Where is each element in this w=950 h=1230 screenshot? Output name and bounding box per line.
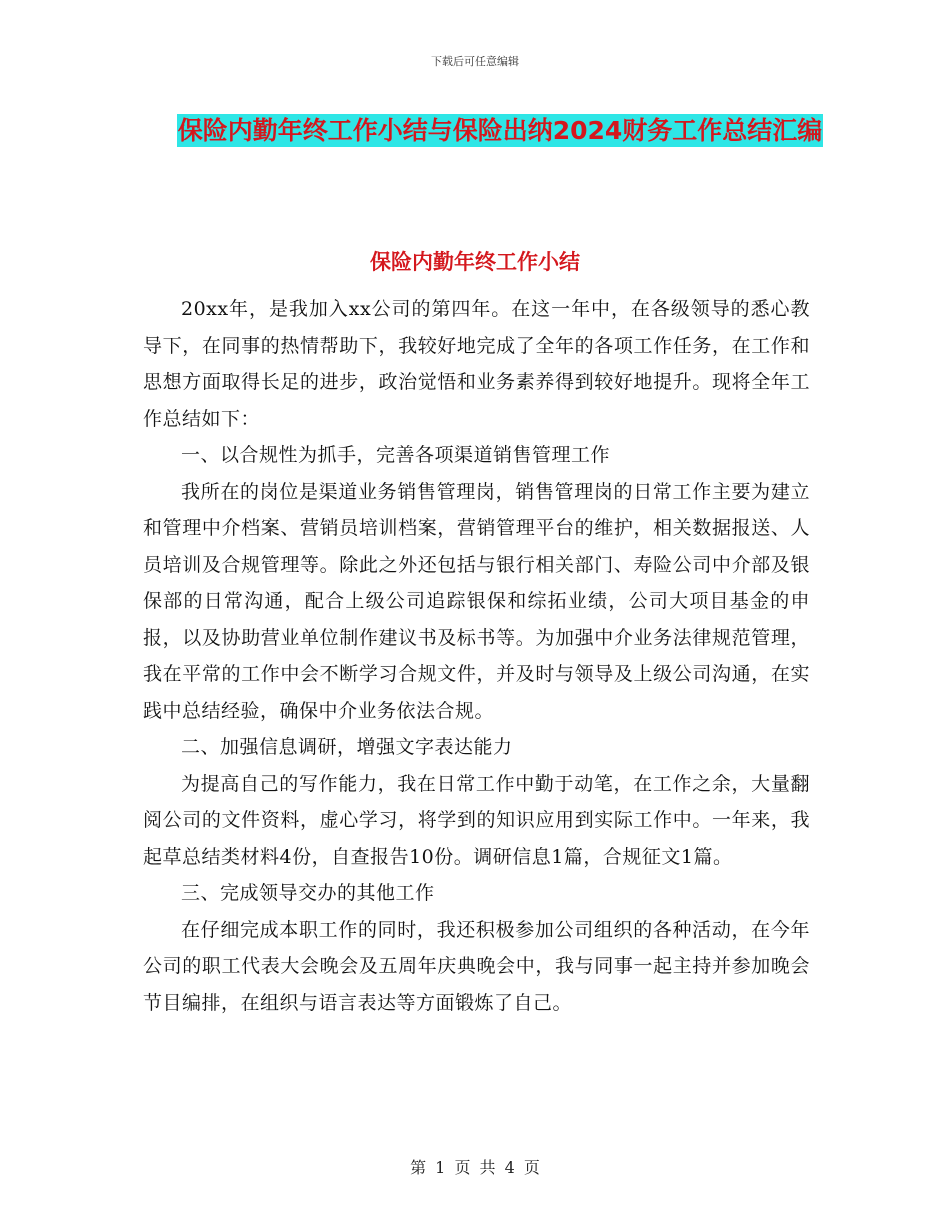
section-title: 保险内勤年终工作小结 [370,250,580,274]
body-paragraph: 我所在的岗位是渠道业务销售管理岗，销售管理岗的日常工作主要为建立和管理中介档案、营销员培训档案，营销管理平台的维护，相关数据报送、人员培训及合规管理等。除此之外还包括与银行相关部门、寿险公司中介部及银保部的日常沟通，配合上级公司追踪银保和综拓业绩，公司大项目基金的申报，以及协助营业单位制作建议书及标书等。为加强中介业务法律规范管理，我在平常的工作中会不断学习合规文件，并及时与领导及上级公司沟通，在实践中总结经验，确保中介业务依法合规。 [143,480,810,722]
document-title [140,108,860,154]
page-header-note: 下载后可任意编辑 [431,55,519,68]
body-paragraph: 20xx年，是我加入xx公司的第四年。在这一年中，在各级领导的悉心教导下，在同事的热情帮助下，我较好地完成了全年的各项工作任务，在工作和思想方面取得长足的进步，政治觉悟和业务素养得到较好地提升。现将全年工作总结如下： [143,298,810,430]
section-heading-1: 一、以合规性为抓手，完善各项渠道销售管理工作 [181,444,611,466]
page-number: 第 1 页 共 4 页 [410,1158,540,1177]
document-body [143,291,810,1021]
section-heading-2: 二、加强信息调研，增强文字表达能力 [181,736,513,758]
body-paragraph: 在仔细完成本职工作的同时，我还积极参加公司组织的各种活动，在今年公司的职工代表大会晚会及五周年庆典晚会中，我与同事一起主持并参加晚会节目编排，在组织与语言表达等方面锻炼了自己。 [143,918,810,1014]
section-heading-3: 三、完成领导交办的其他工作 [181,882,435,904]
document-title-text: 保险内勤年终工作小结与保险出纳2024财务工作总结汇编 [177,116,823,145]
body-paragraph: 为提高自己的写作能力，我在日常工作中勤于动笔，在工作之余，大量翻阅公司的文件资料，虚心学习，将学到的知识应用到实际工作中。一年来，我起草总结类材料4份，自查报告10份。调研信息1篇，合规征文1篇。 [143,772,810,868]
